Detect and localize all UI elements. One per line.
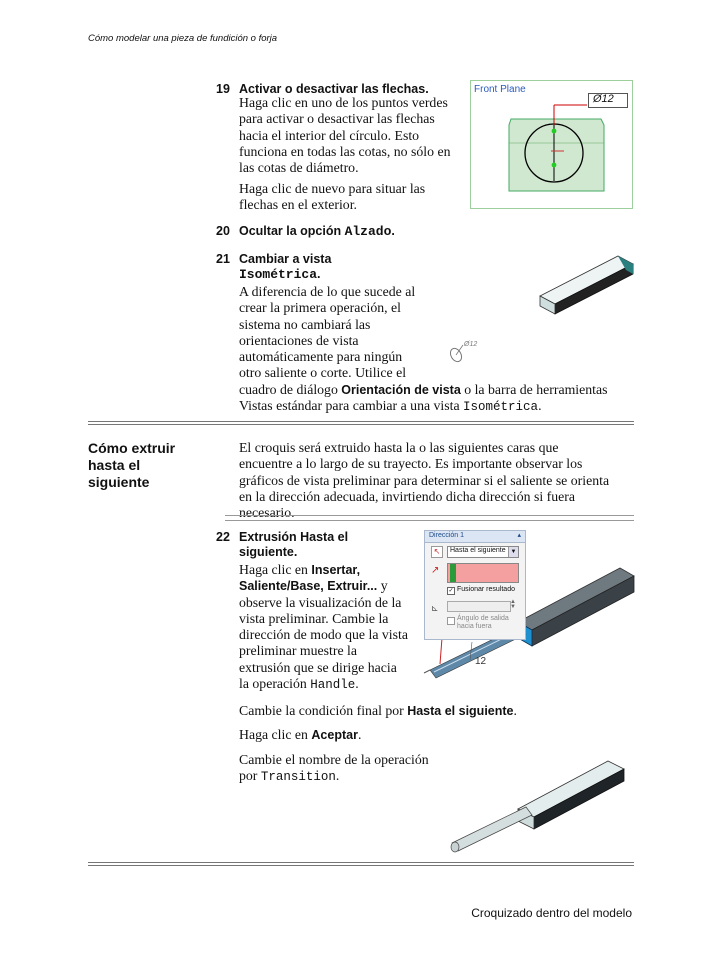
text-span: . bbox=[355, 676, 359, 692]
final-part-figure bbox=[448, 745, 638, 855]
ui-term: Insertar, bbox=[311, 563, 361, 577]
text-line: en la dirección adecuada, invirtiendo dicha dirección si fuera bbox=[239, 488, 575, 504]
dimension-value: Ø12 bbox=[593, 93, 614, 105]
front-plane-figure bbox=[470, 80, 633, 209]
text-line: crear la primera operación, el bbox=[239, 300, 402, 316]
text-line: sistema no cambiará las bbox=[239, 316, 371, 332]
text-line bbox=[239, 578, 439, 594]
collapse-icon[interactable]: ▴ bbox=[517, 532, 521, 539]
step-body bbox=[239, 727, 361, 743]
title-line: hasta el bbox=[88, 457, 141, 473]
section-divider bbox=[225, 515, 634, 516]
selection-marker bbox=[450, 564, 456, 582]
text-line: A diferencia de lo que sucede al bbox=[239, 284, 416, 299]
text-line: gráficos de vista preliminar para determinar si el saliente se orienta bbox=[239, 472, 610, 488]
text-span: cuadro de diálogo bbox=[239, 382, 342, 397]
text-line bbox=[239, 562, 439, 578]
text-line bbox=[239, 676, 439, 693]
label-line: Ángulo de salida bbox=[457, 615, 509, 622]
text-line bbox=[239, 398, 634, 415]
step-number: 20 bbox=[216, 224, 230, 238]
label-line: hacia fuera bbox=[457, 623, 492, 630]
text-line: flechas en el exterior. bbox=[239, 197, 357, 213]
chevron-down-icon[interactable]: ▼ bbox=[508, 547, 518, 557]
text-line: las cotas de diámetro. bbox=[239, 160, 359, 176]
draft-outward-label bbox=[457, 615, 509, 631]
text-line: necesario. bbox=[239, 505, 295, 521]
code-term: Isométrica bbox=[463, 400, 539, 415]
step-number: 19 bbox=[216, 82, 230, 96]
text-line: vista preliminar. Cambie la bbox=[239, 610, 389, 626]
step-number: 21 bbox=[216, 252, 230, 266]
title-line bbox=[239, 267, 331, 282]
step-body bbox=[239, 181, 469, 214]
ui-term: Aceptar bbox=[311, 728, 358, 742]
face-selection-box[interactable] bbox=[447, 563, 519, 583]
dialog-title: Dirección 1 bbox=[429, 532, 465, 539]
text-line: otro saliente o corte. Utilice el bbox=[239, 365, 407, 381]
text-line: Cambie el nombre de la operación bbox=[239, 752, 429, 767]
step-body bbox=[239, 703, 517, 719]
title-line: Cómo extruir bbox=[88, 440, 176, 456]
isometric-part-figure bbox=[538, 252, 638, 318]
text-span: por bbox=[239, 768, 261, 784]
text-line bbox=[239, 768, 429, 785]
end-condition-value: Hasta el siguiente bbox=[450, 547, 506, 554]
text-span: y bbox=[377, 578, 388, 594]
text-span: Cambie la condición final por bbox=[239, 703, 408, 718]
plane-label: Front Plane bbox=[474, 84, 526, 95]
dimension-box bbox=[588, 93, 628, 108]
section-body bbox=[239, 440, 639, 521]
step-title bbox=[239, 530, 348, 560]
text-line: Haga clic de nuevo para situar las bbox=[239, 181, 426, 196]
step-number: 22 bbox=[216, 530, 230, 544]
code-term: Handle bbox=[310, 678, 356, 693]
draft-icon: ⊾ bbox=[431, 603, 439, 613]
text-span: . bbox=[335, 768, 340, 784]
title-line: Cambiar a vista bbox=[239, 252, 332, 266]
step-body bbox=[239, 752, 429, 786]
dialog-titlebar bbox=[425, 531, 525, 543]
text-span: . bbox=[538, 398, 542, 414]
step-body bbox=[239, 284, 459, 382]
title-code: Isométrica bbox=[239, 267, 318, 282]
reverse-direction-button[interactable]: ↖ bbox=[431, 546, 443, 558]
section-title bbox=[88, 440, 175, 491]
title-text: . bbox=[391, 224, 395, 238]
text-span: Haga clic en bbox=[239, 727, 312, 742]
text-line: Haga clic en uno de los puntos verdes bbox=[239, 95, 448, 110]
extrude-dialog bbox=[424, 530, 526, 640]
title-line: Extrusión Hasta el bbox=[239, 530, 349, 544]
step-body bbox=[239, 95, 469, 176]
ui-term: Hasta el siguiente bbox=[407, 704, 514, 718]
merge-result-label: Fusionar resultado bbox=[457, 586, 515, 593]
text-line: funciona en todas las cotas, no sólo en bbox=[239, 143, 451, 159]
end-condition-select[interactable] bbox=[447, 546, 519, 558]
text-span: la operación bbox=[239, 676, 311, 692]
step-body bbox=[239, 382, 634, 416]
step-body bbox=[239, 562, 439, 693]
text-line bbox=[239, 382, 634, 398]
text-line: preliminar muestre la bbox=[239, 643, 357, 659]
text-line: hacia el interior del círculo. Esto bbox=[239, 127, 420, 143]
text-line: automáticamente para ningún bbox=[239, 349, 403, 365]
direction-arrow-icon: ↗ bbox=[431, 565, 440, 576]
text-line: para activar o desactivar las flechas bbox=[239, 111, 435, 127]
title-code: Alzado bbox=[344, 224, 392, 239]
step-title bbox=[239, 224, 395, 239]
draft-outward-checkbox[interactable] bbox=[447, 617, 455, 625]
text-line: El croquis será extruido hasta la o las siguientes caras que bbox=[239, 440, 559, 455]
text-span: Vistas estándar para cambiar a una vista bbox=[239, 398, 464, 414]
step-title: Activar o desactivar las flechas. bbox=[239, 82, 429, 96]
ui-term: Saliente/Base, Extruir... bbox=[239, 579, 378, 594]
title-line: siguiente bbox=[88, 474, 150, 490]
running-header: Cómo modelar una pieza de fundición o forja bbox=[88, 33, 278, 44]
dimension-value: 12 bbox=[475, 656, 487, 667]
running-footer: Croquizado dentro del modelo bbox=[471, 906, 632, 920]
text-line: orientaciones de vista bbox=[239, 332, 359, 348]
section-divider bbox=[88, 862, 634, 866]
code-term: Transition bbox=[260, 770, 336, 785]
draft-angle-input[interactable] bbox=[447, 601, 511, 612]
text-line: encuentre a lo largo de su trayecto. Es importante observar los bbox=[239, 456, 583, 472]
angle-stepper[interactable]: ▲ ▼ bbox=[510, 599, 516, 610]
title-text: . bbox=[317, 267, 321, 281]
text-line: observe la visualización de la bbox=[239, 594, 402, 610]
section-divider bbox=[225, 520, 634, 521]
text-line: extrusión que se dirige hacia bbox=[239, 659, 397, 675]
text-span: . bbox=[513, 703, 517, 718]
title-line: siguiente. bbox=[239, 545, 298, 559]
section-divider bbox=[88, 421, 634, 425]
ui-term: Orientación de vista bbox=[341, 383, 461, 397]
text-span: Haga clic en bbox=[239, 562, 312, 577]
text-span: . bbox=[357, 727, 362, 742]
title-text: Ocultar la opción bbox=[239, 224, 345, 238]
merge-result-checkbox[interactable]: ✓ bbox=[448, 588, 454, 594]
text-line: dirección de modo que la vista bbox=[239, 627, 408, 643]
dimension-value: Ø12 bbox=[464, 341, 478, 348]
text-span: o la barra de herramientas bbox=[460, 382, 608, 397]
step-title bbox=[239, 252, 331, 282]
